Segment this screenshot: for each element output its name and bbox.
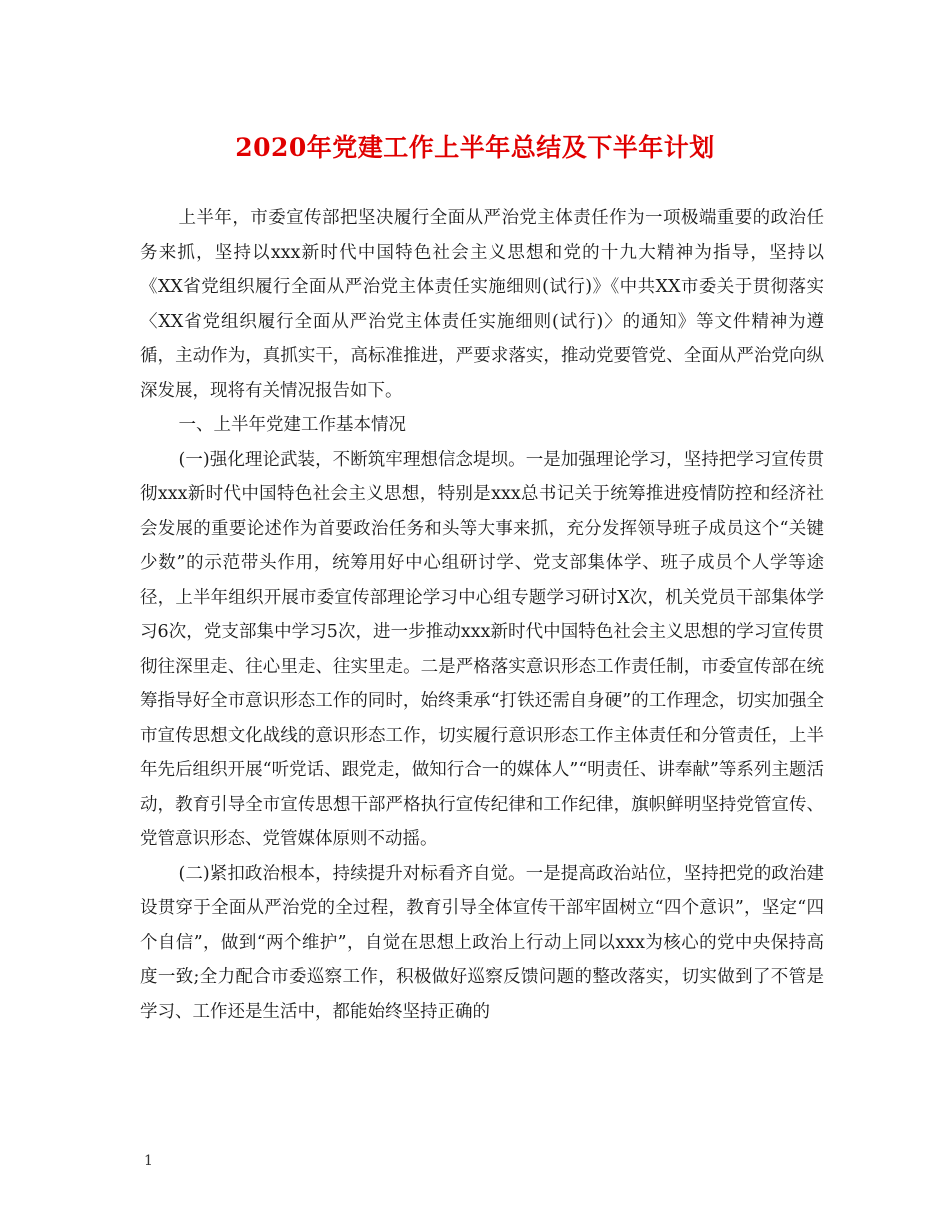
subsection-1-paragraph: (一)强化理论武装，不断筑牢理想信念堤坝。一是加强理论学习，坚持把学习宣传贯彻xxx新时代中国特色社会主义思想，特别是xxx总书记关于统筹推进疫情防控和经济社会发展的重要论述作为首要政治任务和头等大事来抓，充分发挥领导班子成员这个“关键少数”的示范带头作用，统筹用好中心组研讨学、党支部集体学、班子成员个人学等途径，上半年组织开展市委宣传部理论学习中心组专题学习研讨X次，机关党员干部集体学习6次，党支部集中学习5次，进一步推动xxx新时代中国特色社会主义思想的学习宣传贯彻往深里走、往心里走、往实里走。二是严格落实意识形态工作责任制，市委宣传部在统筹指导好全市意识形态工作的同时，始终秉承“打铁还需自身硬”的工作理念，切实加强全市宣传思想文化战线的意识形态工作，切实履行意识形态工作主体责任和分管责任，上半年先后组织开展“听党话、跟党走，做知行合一的媒体人”“明责任、讲奉献”等系列主题活动，教育引导全市宣传思想干部严格执行宣传纪律和工作纪律，旗帜鲜明坚持党管宣传、党管意识形态、党管媒体原则不动摇。: [140, 449, 824, 849]
section-heading: 一、上半年党建工作基本情况: [178, 415, 406, 435]
page-number: 1: [144, 1153, 153, 1169]
subsection-2-paragraph: (二)紧扣政治根本，持续提升对标看齐自觉。一是提高政治站位，坚持把党的政治建设贯穿于全面从严治党的全过程，教育引导全体宣传干部牢固树立“四个意识”，坚定“四个自信”，做到“两个维护”，自觉在思想上政治上行动上同以xxx为核心的党中央保持高度一致;全力配合市委巡察工作，积极做好巡察反馈问题的整改落实，切实做到了不管是学习、工作还是生活中，都能始终坚持正确的: [140, 863, 824, 1022]
intro-paragraph: 上半年，市委宣传部把坚决履行全面从严治党主体责任作为一项极端重要的政治任务来抓，坚持以xxx新时代中国特色社会主义思想和党的十九大精神为指导，坚持以《XX省党组织履行全面从严治党主体责任实施细则(试行)》《中共XX市委关于贯彻落实〈XX省党组织履行全面从严治党主体责任实施细则(试行)〉的通知》等文件精神为遵循，主动作为，真抓实干，高标准推进，严要求落实，推动党要管党、全面从严治党向纵深发展，现将有关情况报告如下。: [140, 208, 824, 401]
document-title: 2020年党建工作上半年总结及下半年计划: [235, 133, 715, 162]
document-body: [140, 201, 824, 1029]
